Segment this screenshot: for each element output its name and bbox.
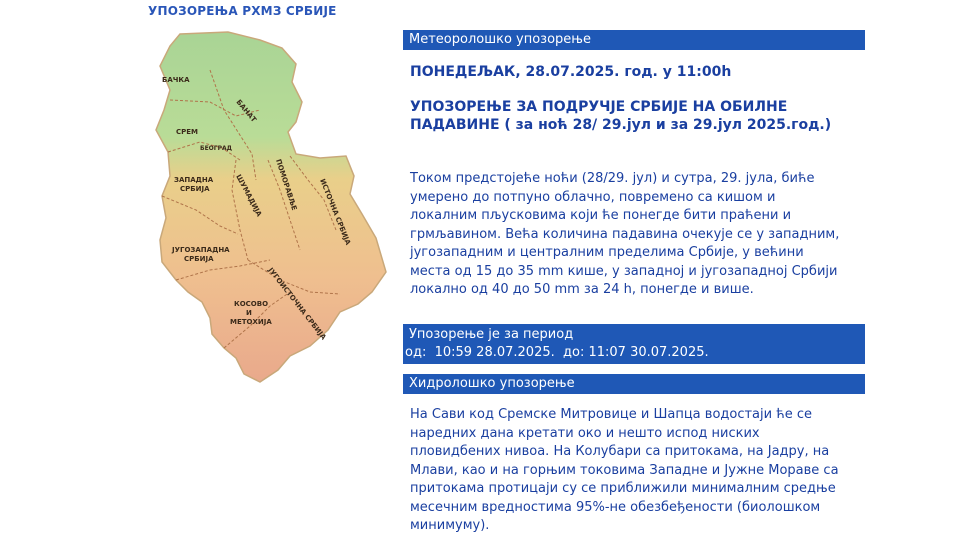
label-istocna-srbija: ИСТОЧНА СРБИЈА	[318, 177, 353, 247]
hydro-section-bar: Хидролошко упозорење	[403, 374, 865, 394]
label-srem: СРЕМ	[176, 128, 199, 136]
label-backa: БАЧКА	[162, 76, 190, 84]
period-label: Упозорење је за период	[409, 327, 574, 342]
page-header-title: УПОЗОРЕЊА РХМЗ СРБИЈЕ	[148, 4, 337, 18]
hydro-description: На Сави код Сремске Митровице и Шапца водостаји ће се наредних дана кретати око и нешто испод нискиx пловидбених нивоа. На Колубари са притокама, на Јадру, на Млави, као и на горњим токовима Западне и Јужне Мораве са притокама протицаји су се приближили минималним средње месечним вредностима 95%-не обезбеђености (биолошком минимуму).	[410, 407, 839, 533]
serbia-warning-map[interactable]	[140, 30, 400, 390]
label-zapadna-srbija-1: ЗАПАДНА	[174, 176, 214, 184]
label-kosovo-3: МЕТОХИЈА	[230, 318, 272, 326]
label-jugozapadna-srbija-2: СРБИЈА	[184, 255, 214, 263]
warning-headline: УПОЗОРЕЊЕ ЗА ПОДРУЧЈЕ СРБИЈЕ НА ОБИЛНЕ ПАДАВИНЕ ( за ноћ 28/ 29.јул и за 29.јул 2025.год.)	[410, 99, 832, 133]
label-zapadna-srbija-2: СРБИЈА	[180, 185, 210, 193]
label-pomoravlje: ПОМОРАВЉЕ	[274, 158, 299, 212]
meteo-description: Током предстојеће ноћи (28/29. јул) и сутра, 29. јула, биће умерено до потпуно облачно, повремено са кишом и локалним пљусковима који ће понегде бити праћени и грмљавином. Већа количина падавина очекује се у западним, југозападним и централним пределима Србије, у већини места од 15 до 35 mm кише, у западној и југозападној Србији локално од 40 до 50 mm за 24 h, понегде и више.	[410, 171, 840, 297]
warning-period-bar	[403, 324, 865, 364]
serbia-outline	[156, 32, 386, 382]
label-jugozapadna-srbija-1: ЈУГОЗАПАДНА	[172, 246, 230, 254]
label-kosovo-1: КОСОВО	[234, 300, 269, 308]
label-kosovo-2: И	[246, 309, 252, 317]
label-jugoistocna-srbija: ЈУГОИСТОЧНА СРБИЈА	[266, 266, 328, 342]
label-beograd: БЕОГРАД	[200, 145, 232, 152]
label-sumadija: ШУМАДИЈА	[234, 173, 264, 219]
meteo-section-bar: Метеоролошко упозорење	[403, 30, 865, 50]
period-range: од: 10:59 28.07.2025. до: 11:07 30.07.2025.	[405, 345, 709, 360]
warning-date: ПОНЕДЕЉАК, 28.07.2025. год. у 11:00h	[410, 64, 732, 80]
label-banat: БАНАТ	[234, 98, 258, 124]
